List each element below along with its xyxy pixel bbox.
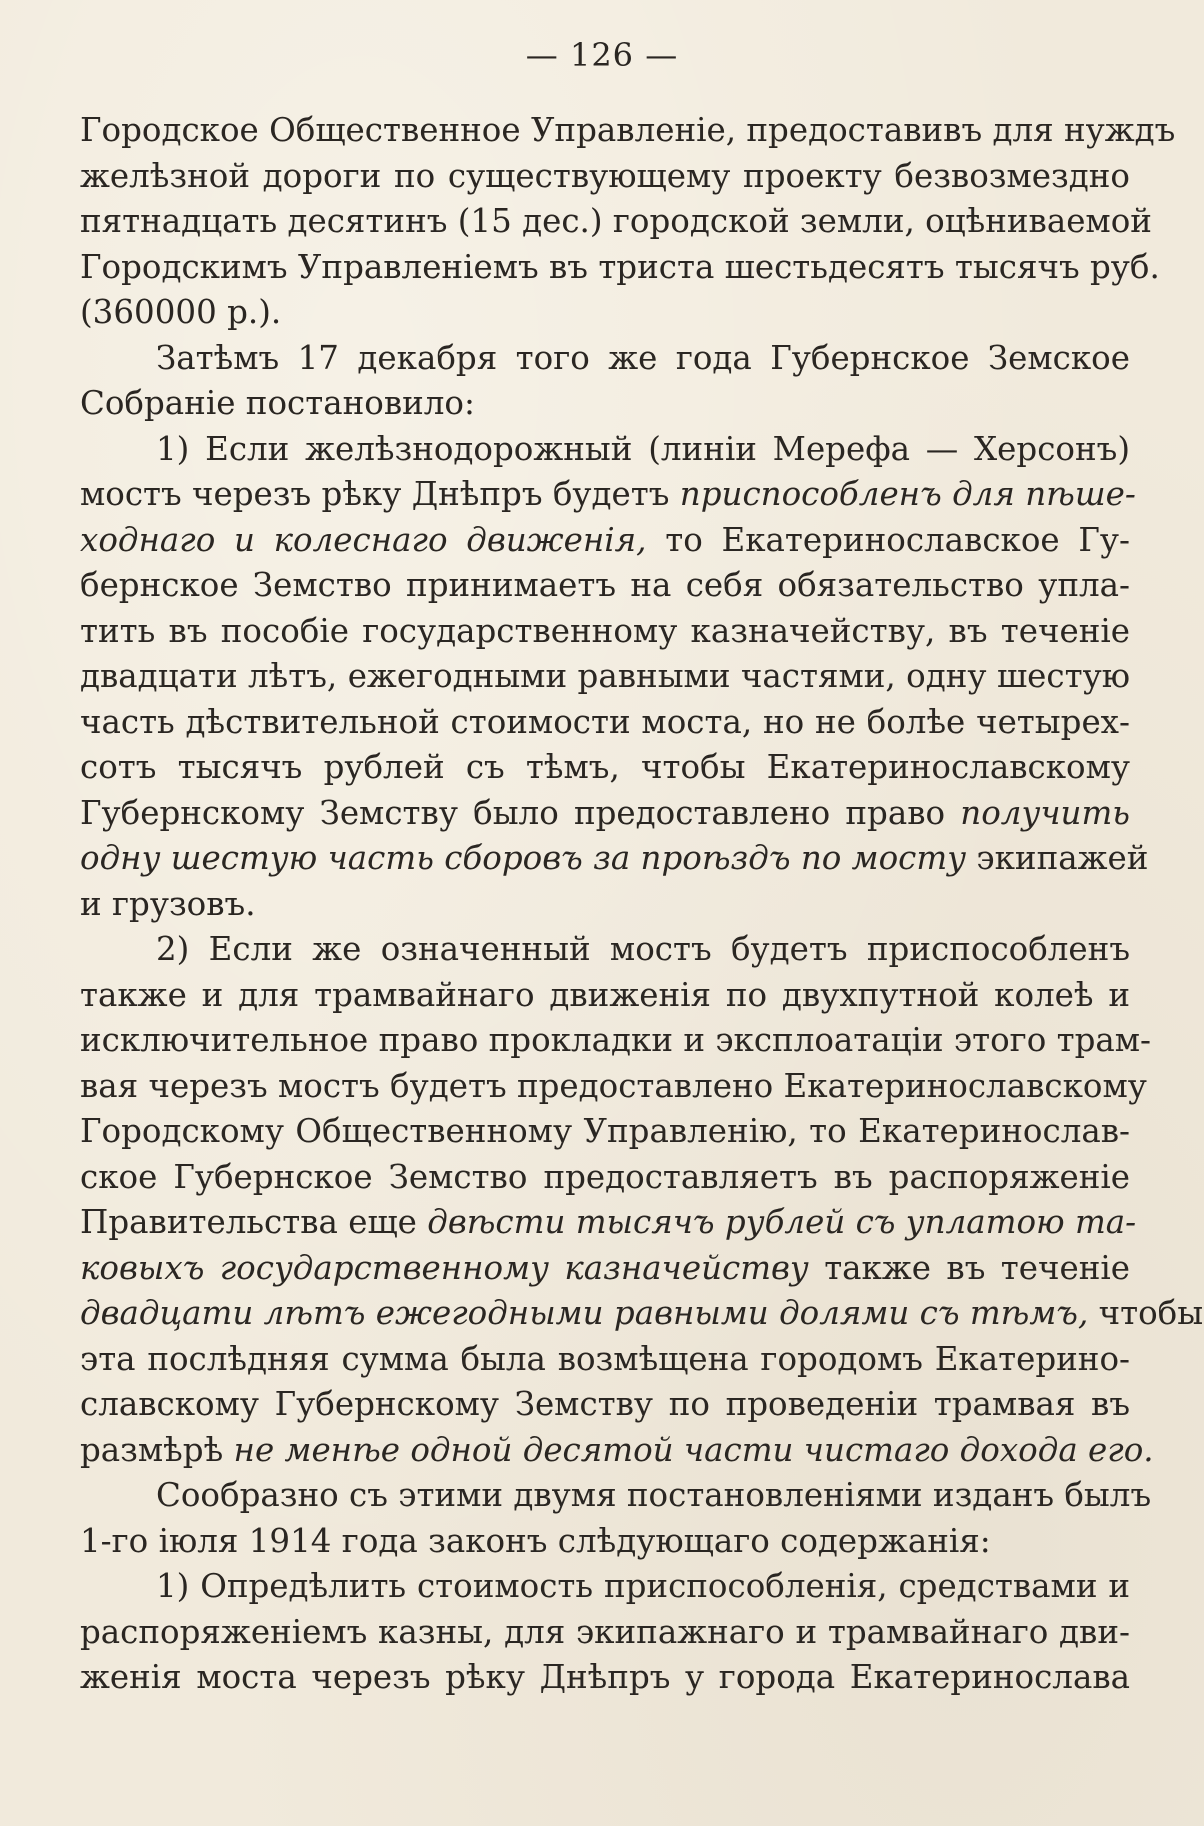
text-line: мостъ черезъ рѣку Днѣпръ будетъ приспособленъ для пѣше- bbox=[80, 475, 1136, 513]
text-line: Городское Общественное Управленіе, предоставивъ для нуждъ bbox=[80, 111, 1176, 149]
italic-emphasis: двадцати лѣтъ ежегодными равными долями съ тѣмъ, bbox=[80, 1294, 1089, 1332]
text-line: ское Губернское Земство предоставляетъ въ распоряженіе bbox=[80, 1157, 1130, 1196]
text-line: сотъ тысячъ рублей съ тѣмъ, чтобы Екатеринославскому bbox=[80, 748, 1130, 786]
italic-emphasis: ковыхъ государственному казначейству bbox=[80, 1248, 809, 1287]
text-line: славскому Губернскому Земству по проведеніи трамвая въ bbox=[80, 1385, 1130, 1423]
italic-emphasis: одну шестую часть сборовъ за проѣздъ по мосту bbox=[80, 839, 967, 877]
italic-emphasis: получить bbox=[960, 793, 1130, 832]
text-line: Собраніе постановило: bbox=[80, 384, 475, 422]
italic-emphasis: двѣсти тысячъ рублей съ уплатою та- bbox=[427, 1203, 1137, 1241]
text-line: желѣзной дороги по существующему проекту безвозмездно bbox=[80, 156, 1130, 195]
text-line: Затѣмъ 17 декабря того же года Губернское Земское bbox=[156, 338, 1130, 377]
text-line: распоряженіемъ казны, для экипажнаго и трамвайнаго дви- bbox=[80, 1612, 1130, 1651]
text-line: часть дѣствительной стоимости моста, но не болѣе четырех- bbox=[80, 702, 1130, 741]
text-line: Правительства еще двѣсти тысячъ рублей съ уплатою та- bbox=[80, 1203, 1137, 1241]
text-line: Городскому Общественному Управленію, то Екатеринослав- bbox=[80, 1112, 1130, 1150]
italic-emphasis: приспособленъ для пѣше- bbox=[679, 475, 1136, 513]
text-line: Губернскому Земству было предоставлено право получить bbox=[80, 793, 1130, 832]
text-line: одну шестую часть сборовъ за проѣздъ по мосту экипажей bbox=[80, 839, 1149, 877]
text-line: Городскимъ Управленіемъ въ триста шестьдесятъ тысячъ руб. bbox=[80, 247, 1160, 286]
text-line: эта послѣдняя сумма была возмѣщена городомъ Екатерино- bbox=[80, 1339, 1130, 1378]
text-line: пятнадцать десятинъ (15 дес.) городской земли, оцѣниваемой bbox=[80, 202, 1152, 240]
text-line: ходнаго и колеснаго движенія, то Екатеринославское Гу- bbox=[80, 520, 1130, 559]
text-line: размѣрѣ не менѣе одной десятой части чистаго дохода его. bbox=[80, 1430, 1154, 1469]
text-line: 1-го іюля 1914 года законъ слѣдующаго содержанія: bbox=[80, 1521, 991, 1560]
italic-emphasis: ходнаго и колеснаго движенія, bbox=[80, 520, 647, 559]
page-number: — 126 — bbox=[525, 36, 679, 74]
body-text bbox=[80, 108, 1204, 1701]
text-line: 2) Если же означенный мостъ будетъ приспособленъ bbox=[156, 930, 1130, 968]
text-line: тить въ пособіе государственному казначейству, въ теченіе bbox=[80, 611, 1130, 650]
text-line: и грузовъ. bbox=[80, 884, 256, 923]
text-line: Сообразно съ этими двумя постановленіями изданъ былъ bbox=[156, 1476, 1152, 1514]
text-line: бернское Земство принимаетъ на себя обязательство упла- bbox=[80, 566, 1130, 604]
text-line: вая черезъ мостъ будетъ предоставлено Екатеринославскому bbox=[80, 1066, 1147, 1105]
text-line: женія моста черезъ рѣку Днѣпръ у города Екатеринослава bbox=[80, 1658, 1130, 1696]
text-line: исключительное право прокладки и эксплоатаціи этого трам- bbox=[80, 1021, 1152, 1059]
italic-emphasis: не менѣе одной десятой части чистаго дохода его. bbox=[233, 1430, 1154, 1469]
text-line: (360000 р.). bbox=[80, 293, 282, 331]
text-line: двадцати лѣтъ ежегодными равными долями съ тѣмъ, чтобы bbox=[80, 1294, 1204, 1332]
text-line: 1) Если желѣзнодорожный (линіи Мерефа — Херсонъ) bbox=[156, 429, 1130, 468]
text-line: двадцати лѣтъ, ежегодными равными частями, одну шестую bbox=[80, 657, 1130, 695]
text-line: также и для трамвайнаго движенія по двухпутной колеѣ и bbox=[80, 975, 1130, 1014]
text-line: 1) Опредѣлить стоимость приспособленія, средствами и bbox=[156, 1567, 1130, 1605]
text-line: ковыхъ государственному казначейству также въ теченіе bbox=[80, 1248, 1130, 1287]
